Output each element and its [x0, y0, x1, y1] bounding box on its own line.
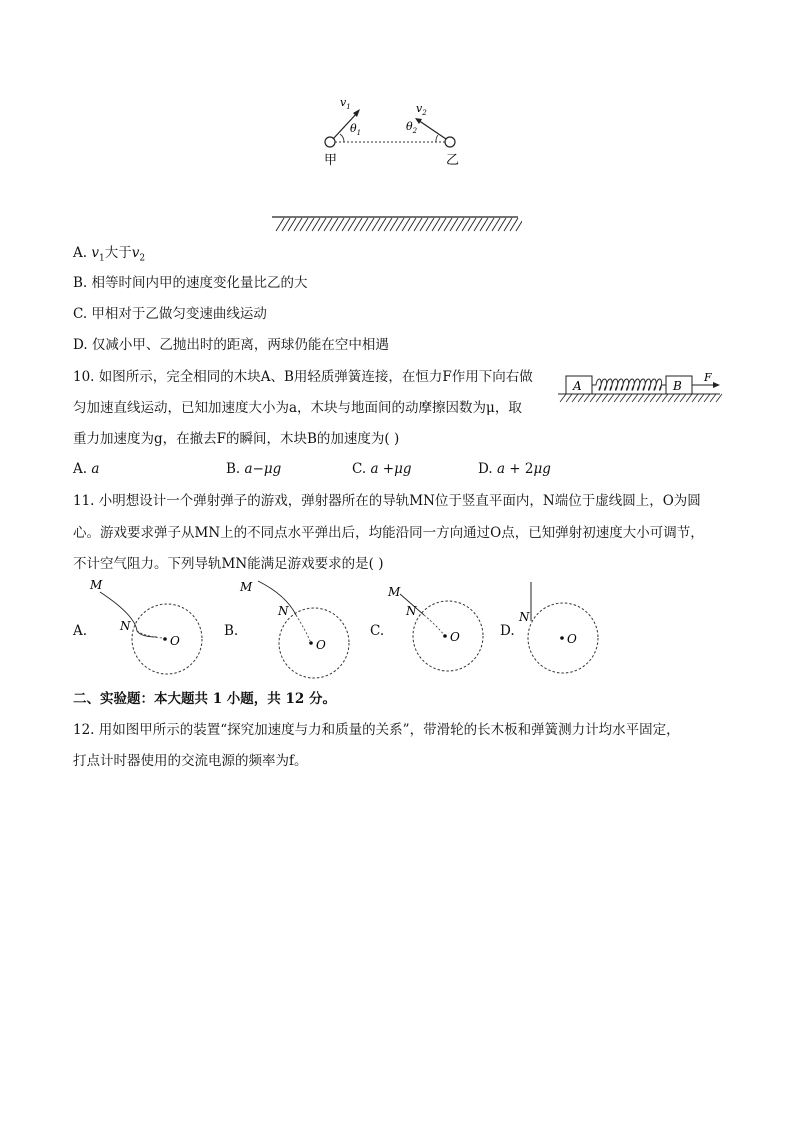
svg-text:B: B: [673, 379, 682, 393]
q10-option-a: A. a: [73, 461, 100, 477]
q9-option-d: D. 仅减小甲、乙抛出时的距离，两球仍能在空中相遇: [73, 337, 389, 353]
v1-label: $v_1$: [340, 96, 351, 111]
hatch-line: [602, 394, 608, 402]
q12-line1: 12. 用如图甲所示的装置“探究加速度与力和质量的关系”，带滑轮的长木板和弹簧测力计均水平固定，: [73, 722, 680, 738]
hatch-line: [578, 394, 584, 402]
projectile-figure: [300, 90, 500, 170]
q11-option-c-label: C.: [370, 623, 385, 639]
q11-figure-b: [236, 575, 361, 685]
svg-text:M: M: [240, 580, 253, 594]
q11-figure-d: [512, 575, 612, 680]
v2-arrowhead: [415, 118, 422, 124]
svg-text:N: N: [519, 610, 530, 624]
svg-text:O: O: [170, 634, 180, 648]
hatch-line: [560, 394, 566, 402]
hatch-line: [644, 394, 650, 402]
q12-line2: 打点计时器使用的交流电源的频率为f。: [73, 753, 308, 769]
svg-text:O: O: [316, 638, 326, 652]
q9-option-a: A. $v_1$大于$v_2$: [73, 245, 146, 264]
theta2-arc: [436, 135, 438, 142]
hatch-line: [566, 394, 572, 402]
hatch-line: [614, 394, 620, 402]
q10-option-c: C. a +μg: [352, 461, 412, 477]
hatch-line: [650, 394, 656, 402]
hatch-line: [638, 394, 644, 402]
svg-text:O: O: [450, 630, 460, 644]
v2-label: $v_2$: [416, 102, 427, 117]
svg-text:F: F: [704, 372, 712, 384]
hatch-line: [716, 394, 722, 402]
svg-text:N: N: [120, 619, 131, 633]
theta1-arc: [340, 134, 344, 142]
hatch-line: [698, 394, 704, 402]
q11-figure-c: [380, 575, 500, 680]
hatch-line: [632, 394, 638, 402]
hatch-line: [710, 394, 716, 402]
jia-label: 甲: [324, 153, 338, 168]
svg-text:N: N: [278, 604, 289, 618]
hatch-line: [572, 394, 578, 402]
hatch-line: [590, 394, 596, 402]
q11-option-a-label: A.: [73, 623, 88, 639]
hatch-line: [656, 394, 662, 402]
section-2-title: 二、实验题：本大题共 1 小题，共 12 分。: [73, 691, 337, 707]
hatch-line: [596, 394, 602, 402]
svg-text:O: O: [567, 632, 577, 646]
q11-line3: 不计空气阻力。下列导轨MN能满足游戏要求的是( ): [73, 556, 384, 572]
v2-arrow: [418, 120, 446, 139]
hatch-line: [686, 394, 692, 402]
q11-option-d-label: D.: [500, 623, 515, 639]
q11-option-b-label: B.: [224, 623, 239, 639]
svg-text:N: N: [406, 604, 417, 618]
hatch-line: [662, 394, 668, 402]
hatch-line: [692, 394, 698, 402]
q9-option-b: B. 相等时间内甲的速度变化量比乙的大: [73, 275, 308, 291]
svg-text:M: M: [388, 585, 401, 599]
blocks-spring-figure: [556, 372, 726, 408]
hatch-line: [668, 394, 674, 402]
hatch-line: [626, 394, 632, 402]
q10-line1: 10. 如图所示，完全相同的木块A、B用轻质弹簧连接，在恒力F作用下向右做: [73, 369, 533, 385]
hatch-line: [584, 394, 590, 402]
svg-text:M: M: [90, 578, 103, 592]
svg-text:A: A: [573, 379, 582, 393]
theta1-label: $\theta_1$: [350, 122, 362, 137]
q11-figure-a: [85, 575, 210, 680]
hatch-line: [704, 394, 710, 402]
hatch-line: [674, 394, 680, 402]
ground-hatch: [272, 214, 522, 234]
yi-label: 乙: [446, 153, 460, 168]
q11-line1: 11. 小明想设计一个弹射弹子的游戏，弹射器所在的导轨MN位于竖直平面内，N端位于虚线圆上，O为圆: [73, 493, 701, 509]
q10-line2: 匀加速直线运动，已知加速度大小为a，木块与地面间的动摩擦因数为μ，取: [73, 400, 522, 416]
q9-option-c: C. 甲相对于乙做匀变速曲线运动: [73, 306, 267, 322]
hatch-line: [608, 394, 614, 402]
ball-yi: [445, 137, 455, 147]
theta2-label: $\theta_2$: [406, 120, 418, 135]
q10-line3: 重力加速度为g，在撤去F的瞬间，木块B的加速度为( ): [73, 431, 400, 447]
hatch-line: [620, 394, 626, 402]
q10-option-d: D. a + 2μg: [478, 461, 551, 477]
spring: [592, 379, 666, 390]
q11-line2: 心。游戏要求弹子从MN上的不同点水平弹出后，均能沿同一方向通过O点，已知弹射初速度大小可调节，: [73, 525, 704, 541]
hatch-line: [680, 394, 686, 402]
q10-option-b: B. a−μg: [226, 461, 282, 477]
